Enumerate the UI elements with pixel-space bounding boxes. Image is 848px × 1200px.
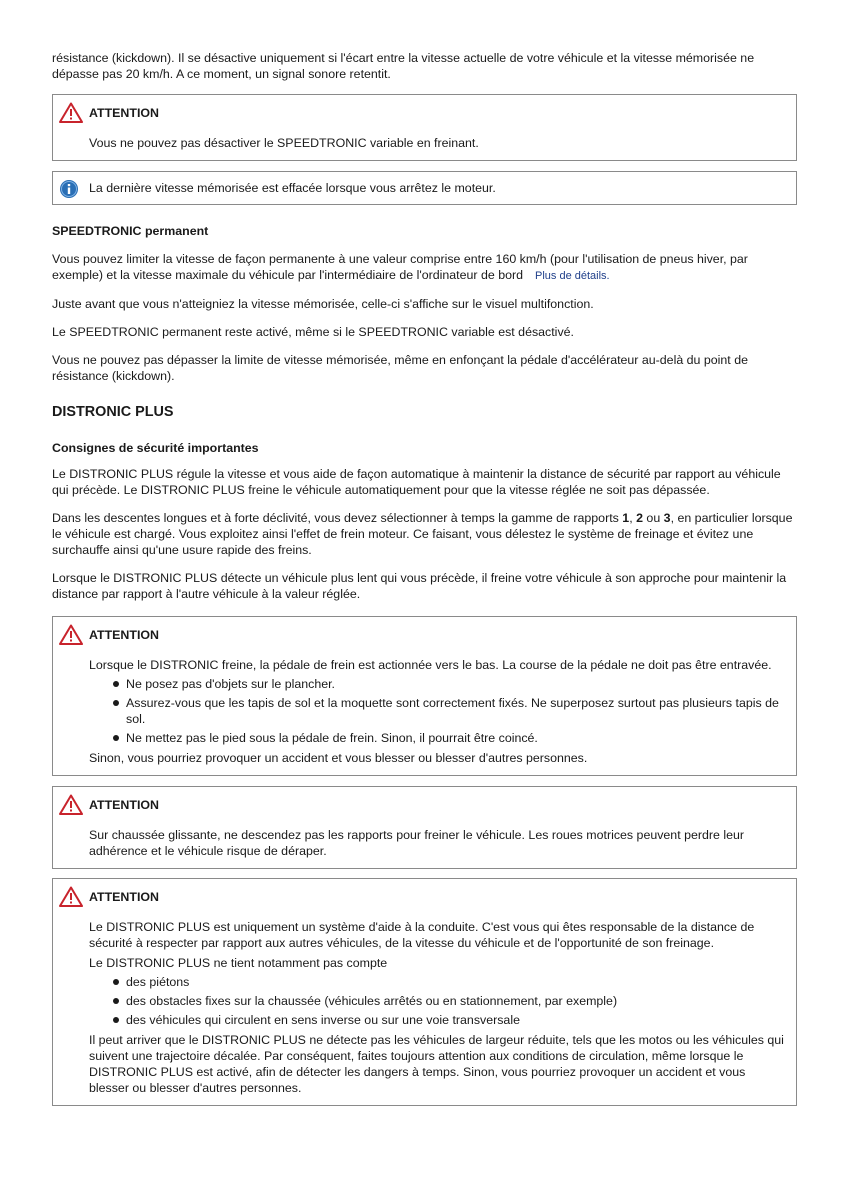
list-item: Ne posez pas d'objets sur le plancher.: [126, 676, 786, 692]
distronic-paragraph-2: [52, 510, 797, 558]
warning-title: ATTENTION: [89, 890, 159, 904]
distronic-paragraph-3: Lorsque le DISTRONIC PLUS détecte un véhicule plus lent qui vous précède, il freine votre véhicule à son approche pour maintenir la distance par rapport à l'autre véhicule à la valeur réglée.: [52, 571, 787, 601]
warning-triangle-icon: [59, 624, 83, 645]
warning-bullet-list: [89, 974, 786, 1028]
manual-page: [52, 50, 797, 1116]
warning-title: ATTENTION: [89, 628, 159, 642]
warning-footer: Il peut arriver que le DISTRONIC PLUS ne détecte pas les véhicules de largeur réduite, tels que les motos ou les véhicules qui suivent une trajectoire décalée. Par conséquent, faites toujours attention aux conditions de circulation, même lorsque le DISTRONIC PLUS est activé, afin de détecter les dangers à temps. Sinon, vous pourriez provoquer un accident et vous blesser ou blesser d'autres personnes.: [89, 1033, 784, 1095]
gear-text-a: Dans les descentes longues et à forte déclivité, vous devez sélectionner à temps la gamme de rapports: [52, 511, 623, 525]
gear-sep-1: ,: [629, 511, 637, 525]
info-text: La dernière vitesse mémorisée est effacée lorsque vous arrêtez le moteur.: [89, 181, 496, 195]
details-link[interactable]: Plus de détails.: [535, 270, 610, 282]
warning-text: Lorsque le DISTRONIC freine, la pédale de frein est actionnée vers le bas. La course de la pédale ne doit pas être entravée.: [89, 658, 772, 672]
warning-triangle-icon: [59, 102, 83, 123]
speedtronic-paragraph-3: Le SPEEDTRONIC permanent reste activé, même si le SPEEDTRONIC variable est désactivé.: [52, 325, 574, 339]
warning-box-2: [52, 616, 797, 776]
warning-title: ATTENTION: [89, 798, 159, 812]
warning-text: Le DISTRONIC PLUS est uniquement un système d'aide à la conduite. C'est vous qui êtes responsable de la distance de sécurité à respecter par rapport aux autres véhicules, de la vitesse du véhicule et de l'opportunité de son freinage.: [89, 920, 755, 950]
speedtronic-heading: SPEEDTRONIC permanent: [52, 224, 209, 238]
warning-box-3: [52, 786, 797, 869]
speedtronic-paragraph-1: [52, 251, 797, 284]
distronic-paragraph-1: Le DISTRONIC PLUS régule la vitesse et vous aide de façon automatique à maintenir la distance de sécurité par rapport au véhicule qui précède. Le DISTRONIC PLUS freine le véhicule automatiquement pour que la vitesse réglée ne soit pas dépassée.: [52, 467, 781, 497]
warning-triangle-icon: [59, 794, 83, 815]
info-box-1: [52, 171, 797, 205]
gear-text-b: , en particulier lorsque le véhicule est chargé. Vous exploitez ainsi l'effet de frein moteur. Ce faisant, vous délestez le système de freinage et évitez une surchauffe ainsi qu'une usure rapide des freins.: [52, 511, 793, 557]
warning-title: ATTENTION: [89, 106, 159, 120]
warning-box-1: [52, 94, 797, 161]
gear-1: 1: [622, 511, 630, 525]
speedtronic-paragraph-4: Vous ne pouvez pas dépasser la limite de vitesse mémorisée, même en enfonçant la pédale d'accélérateur au-delà du point de résistance (kickdown).: [52, 353, 748, 383]
speedtronic-paragraph-2: Juste avant que vous n'atteigniez la vitesse mémorisée, celle-ci s'affiche sur le visuel multifonction.: [52, 297, 594, 311]
warning-text: Sur chaussée glissante, ne descendez pas les rapports pour freiner le véhicule. Les roues motrices peuvent perdre leur adhérence et le véhicule risque de déraper.: [89, 828, 745, 858]
gear-3: 3: [663, 511, 671, 525]
gear-sep-2: ou: [642, 511, 664, 525]
list-item: des obstacles fixes sur la chaussée (véhicules arrêtés ou en stationnement, par exemple): [126, 993, 786, 1009]
list-item: Assurez-vous que les tapis de sol et la moquette sont correctement fixés. Ne superposez surtout pas plusieurs tapis de sol.: [126, 695, 786, 727]
warning-text: Vous ne pouvez pas désactiver le SPEEDTRONIC variable en freinant.: [89, 136, 479, 150]
warning-triangle-icon: [59, 886, 83, 907]
warning-footer: Sinon, vous pourriez provoquer un accident et vous blesser ou blesser d'autres personnes.: [89, 751, 588, 765]
list-item: Ne mettez pas le pied sous la pédale de frein. Sinon, il pourrait être coincé.: [126, 730, 786, 746]
speedtronic-text: Vous pouvez limiter la vitesse de façon permanente à une valeur comprise entre 160 km/h (pour l'utilisation de pneus hiver, par exemple) et la vitesse maximale du véhicule par l'intermédiaire de l'ordinateur de bord: [52, 252, 748, 282]
warning-lead: Le DISTRONIC PLUS ne tient notamment pas compte: [89, 956, 388, 970]
intro-paragraph: résistance (kickdown). Il se désactive uniquement si l'écart entre la vitesse actuelle de votre véhicule et la vitesse mémorisée ne dépasse pas 20 km/h. A ce moment, un signal sonore retentit.: [52, 51, 755, 81]
list-item: des piétons: [126, 974, 786, 990]
list-item: des véhicules qui circulent en sens inverse ou sur une voie transversale: [126, 1012, 786, 1028]
info-icon: [59, 179, 79, 199]
warning-bullet-list: [89, 676, 786, 746]
gear-2: 2: [636, 511, 643, 525]
distronic-heading: DISTRONIC PLUS: [52, 404, 174, 420]
warning-box-4: [52, 878, 797, 1106]
safety-subheading: Consignes de sécurité importantes: [52, 441, 259, 455]
